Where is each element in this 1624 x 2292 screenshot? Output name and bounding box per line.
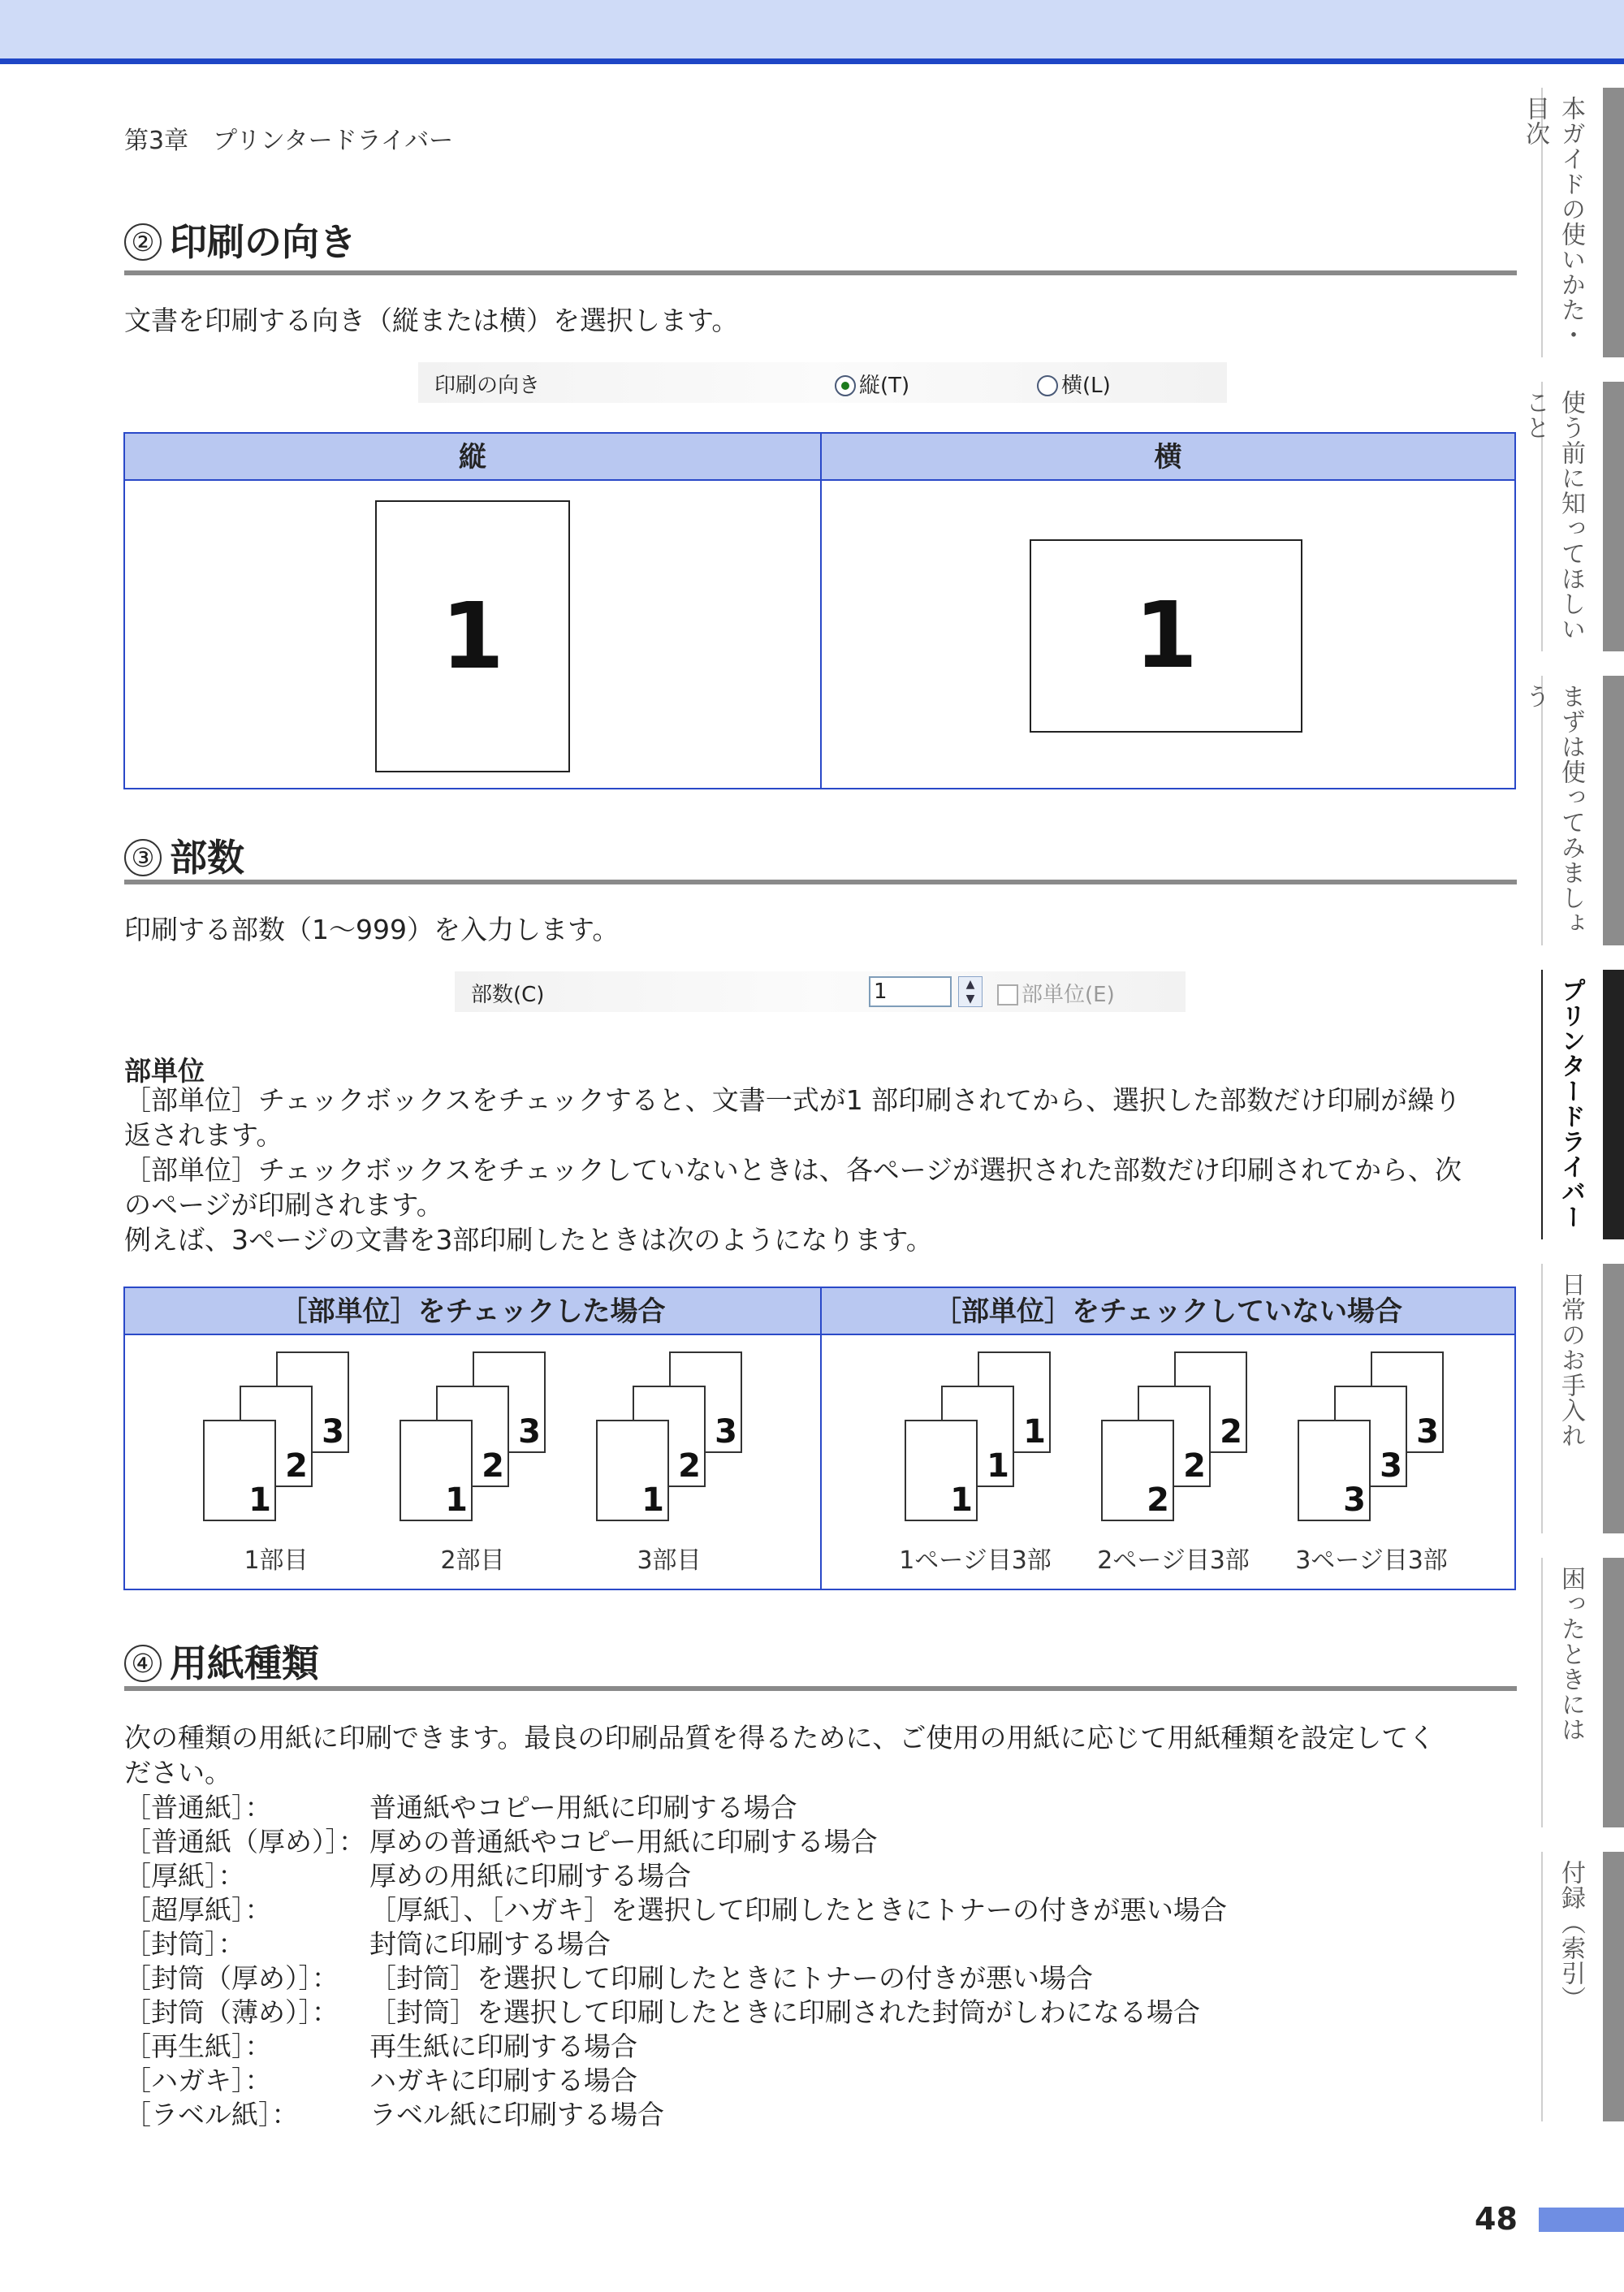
media-key: ［超厚紙］： — [124, 1894, 272, 1926]
side-tab-appendix[interactable] — [1541, 1852, 1624, 2121]
section-title-text: 印刷の向き — [170, 220, 356, 264]
sheet — [596, 1420, 669, 1521]
tab-label: まずは使ってみましょう — [1521, 684, 1585, 936]
tab-bar — [1603, 88, 1624, 357]
media-description-2: ださい。 — [124, 1757, 231, 1788]
media-key: ［封筒］： — [124, 1928, 245, 1960]
collate-checkbox[interactable] — [997, 978, 1115, 1008]
sheet-number: 1 — [248, 1481, 271, 1519]
tab-label: プリンタードライバー — [1557, 978, 1585, 1230]
collated-caption-2: 2部目 — [440, 1546, 505, 1575]
checkbox-icon — [997, 984, 1018, 1005]
sheet-number: 2 — [1147, 1481, 1169, 1519]
orientation-description: 文書を印刷する向き（縦または横）を選択します。 — [124, 305, 739, 336]
sheet-number: 3 — [1380, 1447, 1402, 1485]
orientation-header-portrait: 縦 — [125, 434, 820, 481]
sheet-number: 2 — [482, 1447, 504, 1485]
tab-bar — [1603, 1852, 1624, 2121]
sheet-number: 3 — [715, 1413, 737, 1451]
uncollated-caption-3: 3ページ目3部 — [1295, 1546, 1448, 1575]
portrait-page-illustration — [375, 500, 570, 772]
section-title-orientation — [124, 213, 356, 266]
page-number-bar — [1539, 2208, 1624, 2232]
media-key: ［ハガキ］： — [124, 2065, 272, 2096]
landscape-page-number: 1 — [1134, 583, 1198, 689]
tab-bar — [1603, 676, 1624, 945]
media-value: ラベル紙に印刷する場合 — [369, 2099, 664, 2130]
tab-bar — [1603, 1264, 1624, 1533]
side-tab-before-use[interactable] — [1521, 382, 1624, 651]
side-tab-guide[interactable] — [1521, 88, 1624, 357]
portrait-radio-label: 縦(T) — [859, 374, 910, 398]
media-value: 再生紙に印刷する場合 — [369, 2030, 637, 2062]
side-tab-printer-driver[interactable] — [1541, 970, 1624, 1239]
section-title-text: 用紙種類 — [170, 1641, 319, 1685]
media-value: 厚めの普通紙やコピー用紙に印刷する場合 — [369, 1826, 878, 1857]
tab-label: 使う前に知ってほしいこと — [1521, 390, 1585, 642]
collate-line-5: 例えば、3ページの文書を3部印刷したときは次のようになります。 — [124, 1224, 933, 1256]
spin-up-icon: ▲ — [965, 978, 975, 991]
page-number: 48 — [1475, 2201, 1518, 2237]
section-title-media — [124, 1634, 319, 1688]
media-key: ［封筒（薄め）］： — [124, 1996, 339, 2028]
media-description-1: 次の種類の用紙に印刷できます。最良の印刷品質を得るために、ご使用の用紙に応じて用紙種類を設定してく — [124, 1722, 1436, 1754]
copies-control-label: 部数(C) — [471, 983, 545, 1007]
sheet-number: 1 — [641, 1481, 664, 1519]
tab-label: 本ガイドの使いかた・目次 — [1521, 96, 1585, 348]
tab-bar — [1603, 1558, 1624, 1827]
landscape-radio[interactable] — [1037, 369, 1111, 399]
spin-down-icon: ▼ — [965, 992, 975, 1005]
sheet-number: 1 — [950, 1481, 973, 1519]
sheet-number: 1 — [445, 1481, 468, 1519]
collate-line-4: のページが印刷されます。 — [124, 1189, 443, 1221]
sheet-number: 3 — [1343, 1481, 1366, 1519]
media-key: ［普通紙（厚め）］： — [124, 1826, 365, 1857]
sheet-number: 2 — [678, 1447, 701, 1485]
portrait-radio[interactable] — [835, 369, 909, 399]
uncollated-caption-1: 1ページ目3部 — [899, 1546, 1052, 1575]
sheet — [400, 1420, 473, 1521]
uncollated-caption-2: 2ページ目3部 — [1097, 1546, 1250, 1575]
tab-label: 困ったときには — [1557, 1566, 1585, 1742]
copies-control — [455, 971, 1186, 1012]
collate-table — [123, 1287, 1516, 1590]
table-divider — [820, 434, 822, 788]
orientation-control-label: 印刷の向き — [434, 374, 541, 398]
orientation-header-landscape: 横 — [822, 434, 1514, 481]
portrait-page-number: 1 — [441, 583, 504, 690]
section-title-text: 部数 — [170, 836, 244, 880]
collate-checkbox-label: 部単位(E) — [1021, 983, 1115, 1007]
media-key: ［ラベル紙］： — [124, 2099, 299, 2130]
orientation-control — [418, 362, 1227, 403]
sheet-number: 1 — [987, 1447, 1009, 1485]
side-tab-troubleshooting[interactable] — [1541, 1558, 1624, 1827]
media-key: ［再生紙］： — [124, 2030, 272, 2062]
section-number: ③ — [124, 839, 162, 876]
tab-label: 日常のお手入れ — [1557, 1272, 1585, 1448]
media-value: 封筒に印刷する場合 — [369, 1928, 611, 1960]
landscape-radio-icon — [1037, 375, 1058, 396]
sheet-number: 3 — [518, 1413, 541, 1451]
collated-caption-1: 1部目 — [244, 1546, 309, 1575]
sheet-number: 1 — [1023, 1413, 1046, 1451]
sheet-number: 2 — [1220, 1413, 1242, 1451]
media-value: ［封筒］を選択して印刷したときにトナーの付きが悪い場合 — [369, 1962, 1093, 1994]
section-rule — [124, 270, 1517, 275]
section-rule — [124, 880, 1517, 884]
side-tab-maintenance[interactable] — [1541, 1264, 1624, 1533]
table-divider — [820, 1288, 822, 1589]
media-key: ［厚紙］： — [124, 1860, 245, 1892]
side-tab-getting-started[interactable] — [1521, 676, 1624, 945]
collate-subheading: 部単位 — [124, 1055, 205, 1087]
section-number: ④ — [124, 1645, 162, 1682]
section-title-copies — [124, 828, 244, 882]
sheet-number: 3 — [1416, 1413, 1439, 1451]
sheet — [905, 1420, 978, 1521]
media-value: ［封筒］を選択して印刷したときに印刷された封筒がしわになる場合 — [369, 1996, 1200, 2028]
media-value: ハガキに印刷する場合 — [369, 2065, 637, 2096]
header-rule — [0, 58, 1624, 64]
portrait-radio-icon — [835, 375, 856, 396]
collate-header-unchecked: ［部単位］をチェックしていない場合 — [822, 1288, 1514, 1335]
sheet — [1101, 1420, 1174, 1521]
copies-input[interactable]: 1 — [869, 976, 952, 1007]
chapter-label: 第3章 プリンタードライバー — [124, 127, 454, 155]
sheet-number: 3 — [322, 1413, 344, 1451]
copies-description: 印刷する部数（1〜999）を入力します。 — [124, 914, 620, 945]
media-value: ［厚紙］、［ハガキ］を選択して印刷したときにトナーの付きが悪い場合 — [369, 1894, 1227, 1926]
sheet — [1298, 1420, 1371, 1521]
media-value: 普通紙やコピー用紙に印刷する場合 — [369, 1792, 797, 1823]
media-value: 厚めの用紙に印刷する場合 — [369, 1860, 691, 1892]
collate-line-2: 返されます。 — [124, 1119, 283, 1151]
sheet — [203, 1420, 276, 1521]
media-key: ［普通紙］： — [124, 1792, 272, 1823]
orientation-table — [123, 432, 1516, 789]
landscape-radio-label: 横(L) — [1061, 374, 1111, 398]
header-band — [0, 0, 1624, 58]
section-rule — [124, 1686, 1517, 1691]
collated-caption-3: 3部目 — [637, 1546, 702, 1575]
sheet-number: 2 — [1183, 1447, 1206, 1485]
tab-bar — [1603, 382, 1624, 651]
collate-line-1: ［部単位］チェックボックスをチェックすると、文書一式が1 部印刷されてから、選択した部数だけ印刷が繰り — [124, 1084, 1462, 1116]
collate-header-checked: ［部単位］をチェックした場合 — [125, 1288, 820, 1335]
media-key: ［封筒（厚め）］： — [124, 1962, 339, 1994]
tab-bar — [1603, 970, 1624, 1239]
section-number: ② — [124, 223, 162, 261]
landscape-page-illustration — [1030, 539, 1302, 733]
tab-label: 付録（索引） — [1557, 1860, 1585, 2011]
copies-spinner[interactable] — [958, 976, 983, 1007]
sheet-number: 2 — [285, 1447, 308, 1485]
collate-line-3: ［部単位］チェックボックスをチェックしていないときは、各ページが選択された部数だけ印刷されてから、次 — [124, 1154, 1462, 1186]
